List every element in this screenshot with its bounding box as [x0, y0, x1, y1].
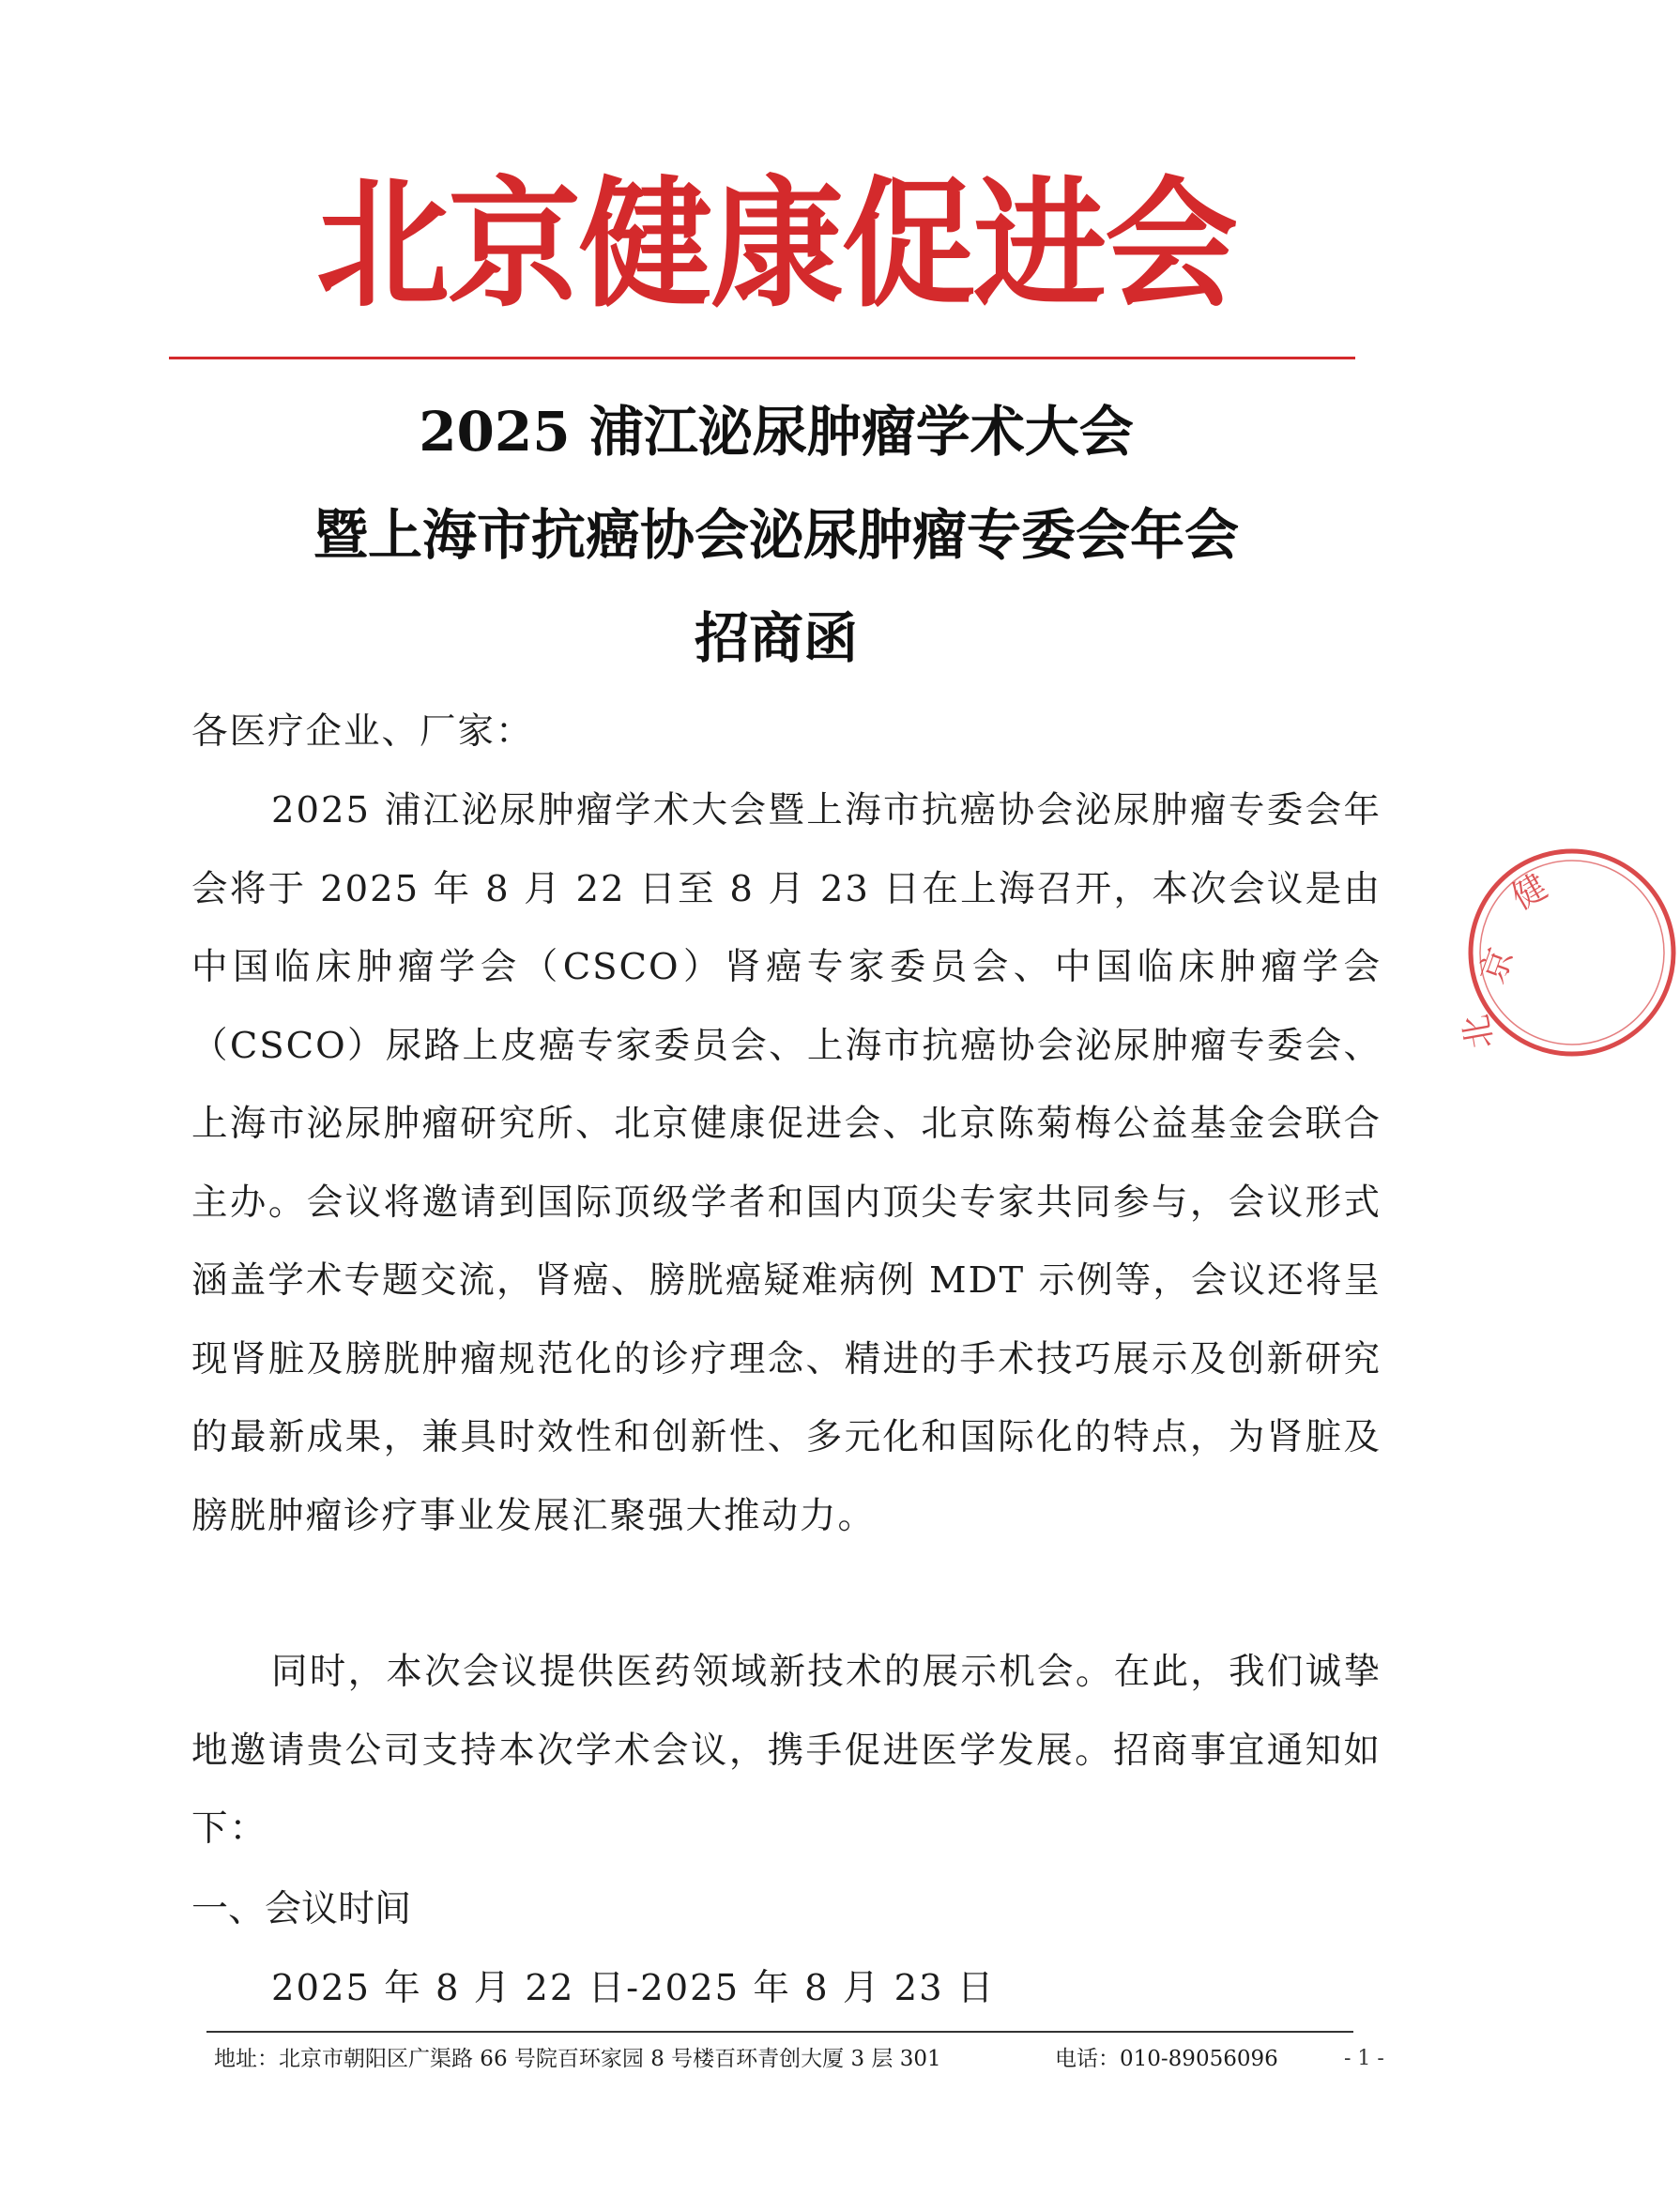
svg-text:健: 健 — [1505, 867, 1554, 918]
footer-rule — [206, 2031, 1353, 2033]
paragraph-invitation: 同时，本次会议提供医药领域新技术的展示机会。在此，我们诚挚地邀请贵公司支持本次学术会议，携手促进医学发展。招商事宜通知如下： — [191, 1651, 1382, 1850]
title-line-3: 招商函 — [694, 606, 858, 670]
footer-phone: 电话：010-89056096 — [1055, 2047, 1278, 2071]
greeting: 各医疗企业、厂家： — [191, 710, 534, 753]
page-number: - 1 - — [1344, 2047, 1384, 2070]
title-line-1: 2025 浦江泌尿肿瘤学术大会 — [419, 400, 1134, 464]
section-heading-meeting-time: 一、会议时间 — [191, 1888, 412, 1930]
letterhead-red-rule — [169, 357, 1355, 359]
official-seal-icon — [1457, 845, 1680, 1060]
footer-address: 地址：北京市朝阳区广渠路 66 号院百环家园 8 号楼百环青创大厦 3 层 301 — [214, 2047, 941, 2071]
title-line-2: 暨上海市抗癌协会泌尿肿瘤专委会年会 — [313, 503, 1239, 567]
paragraph-intro: 2025 浦江泌尿肿瘤学术大会暨上海市抗癌协会泌尿肿瘤专委会年会将于 2025 年 8 月 22 日至 8 月 23 日在上海召开，本次会议是由中国临床肿瘤学会（CSCO）肾癌专家委员会、中国临床肿瘤学会（CSCO）尿路上皮癌专家委员会、上海市抗癌协会泌尿肿瘤专委会、上海市泌尿肿瘤研究所、北京健康促进会、北京陈菊梅公益基金会联合主办。会议将邀请到国际顶级学者和国内顶尖专家共同参与，会议形式涵盖学术专题交流，肾癌、膀胱癌疑难病例 MDT 示例等，会议还将呈现肾脏及膀胱肿瘤规范化的诊疗理念、精进的手术技巧展示及创新研究的最新成果，兼具时效性和创新性、多元化和国际化的特点，为肾脏及膀胱肿瘤诊疗事业发展汇聚强大推动力。 — [191, 789, 1382, 1537]
svg-text:北: 北 — [1457, 1011, 1501, 1052]
svg-text:京: 京 — [1473, 943, 1521, 989]
meeting-date: 2025 年 8 月 22 日-2025 年 8 月 23 日 — [271, 1967, 996, 2009]
letterhead-org-name: 北京健康促进会 — [316, 163, 1236, 328]
